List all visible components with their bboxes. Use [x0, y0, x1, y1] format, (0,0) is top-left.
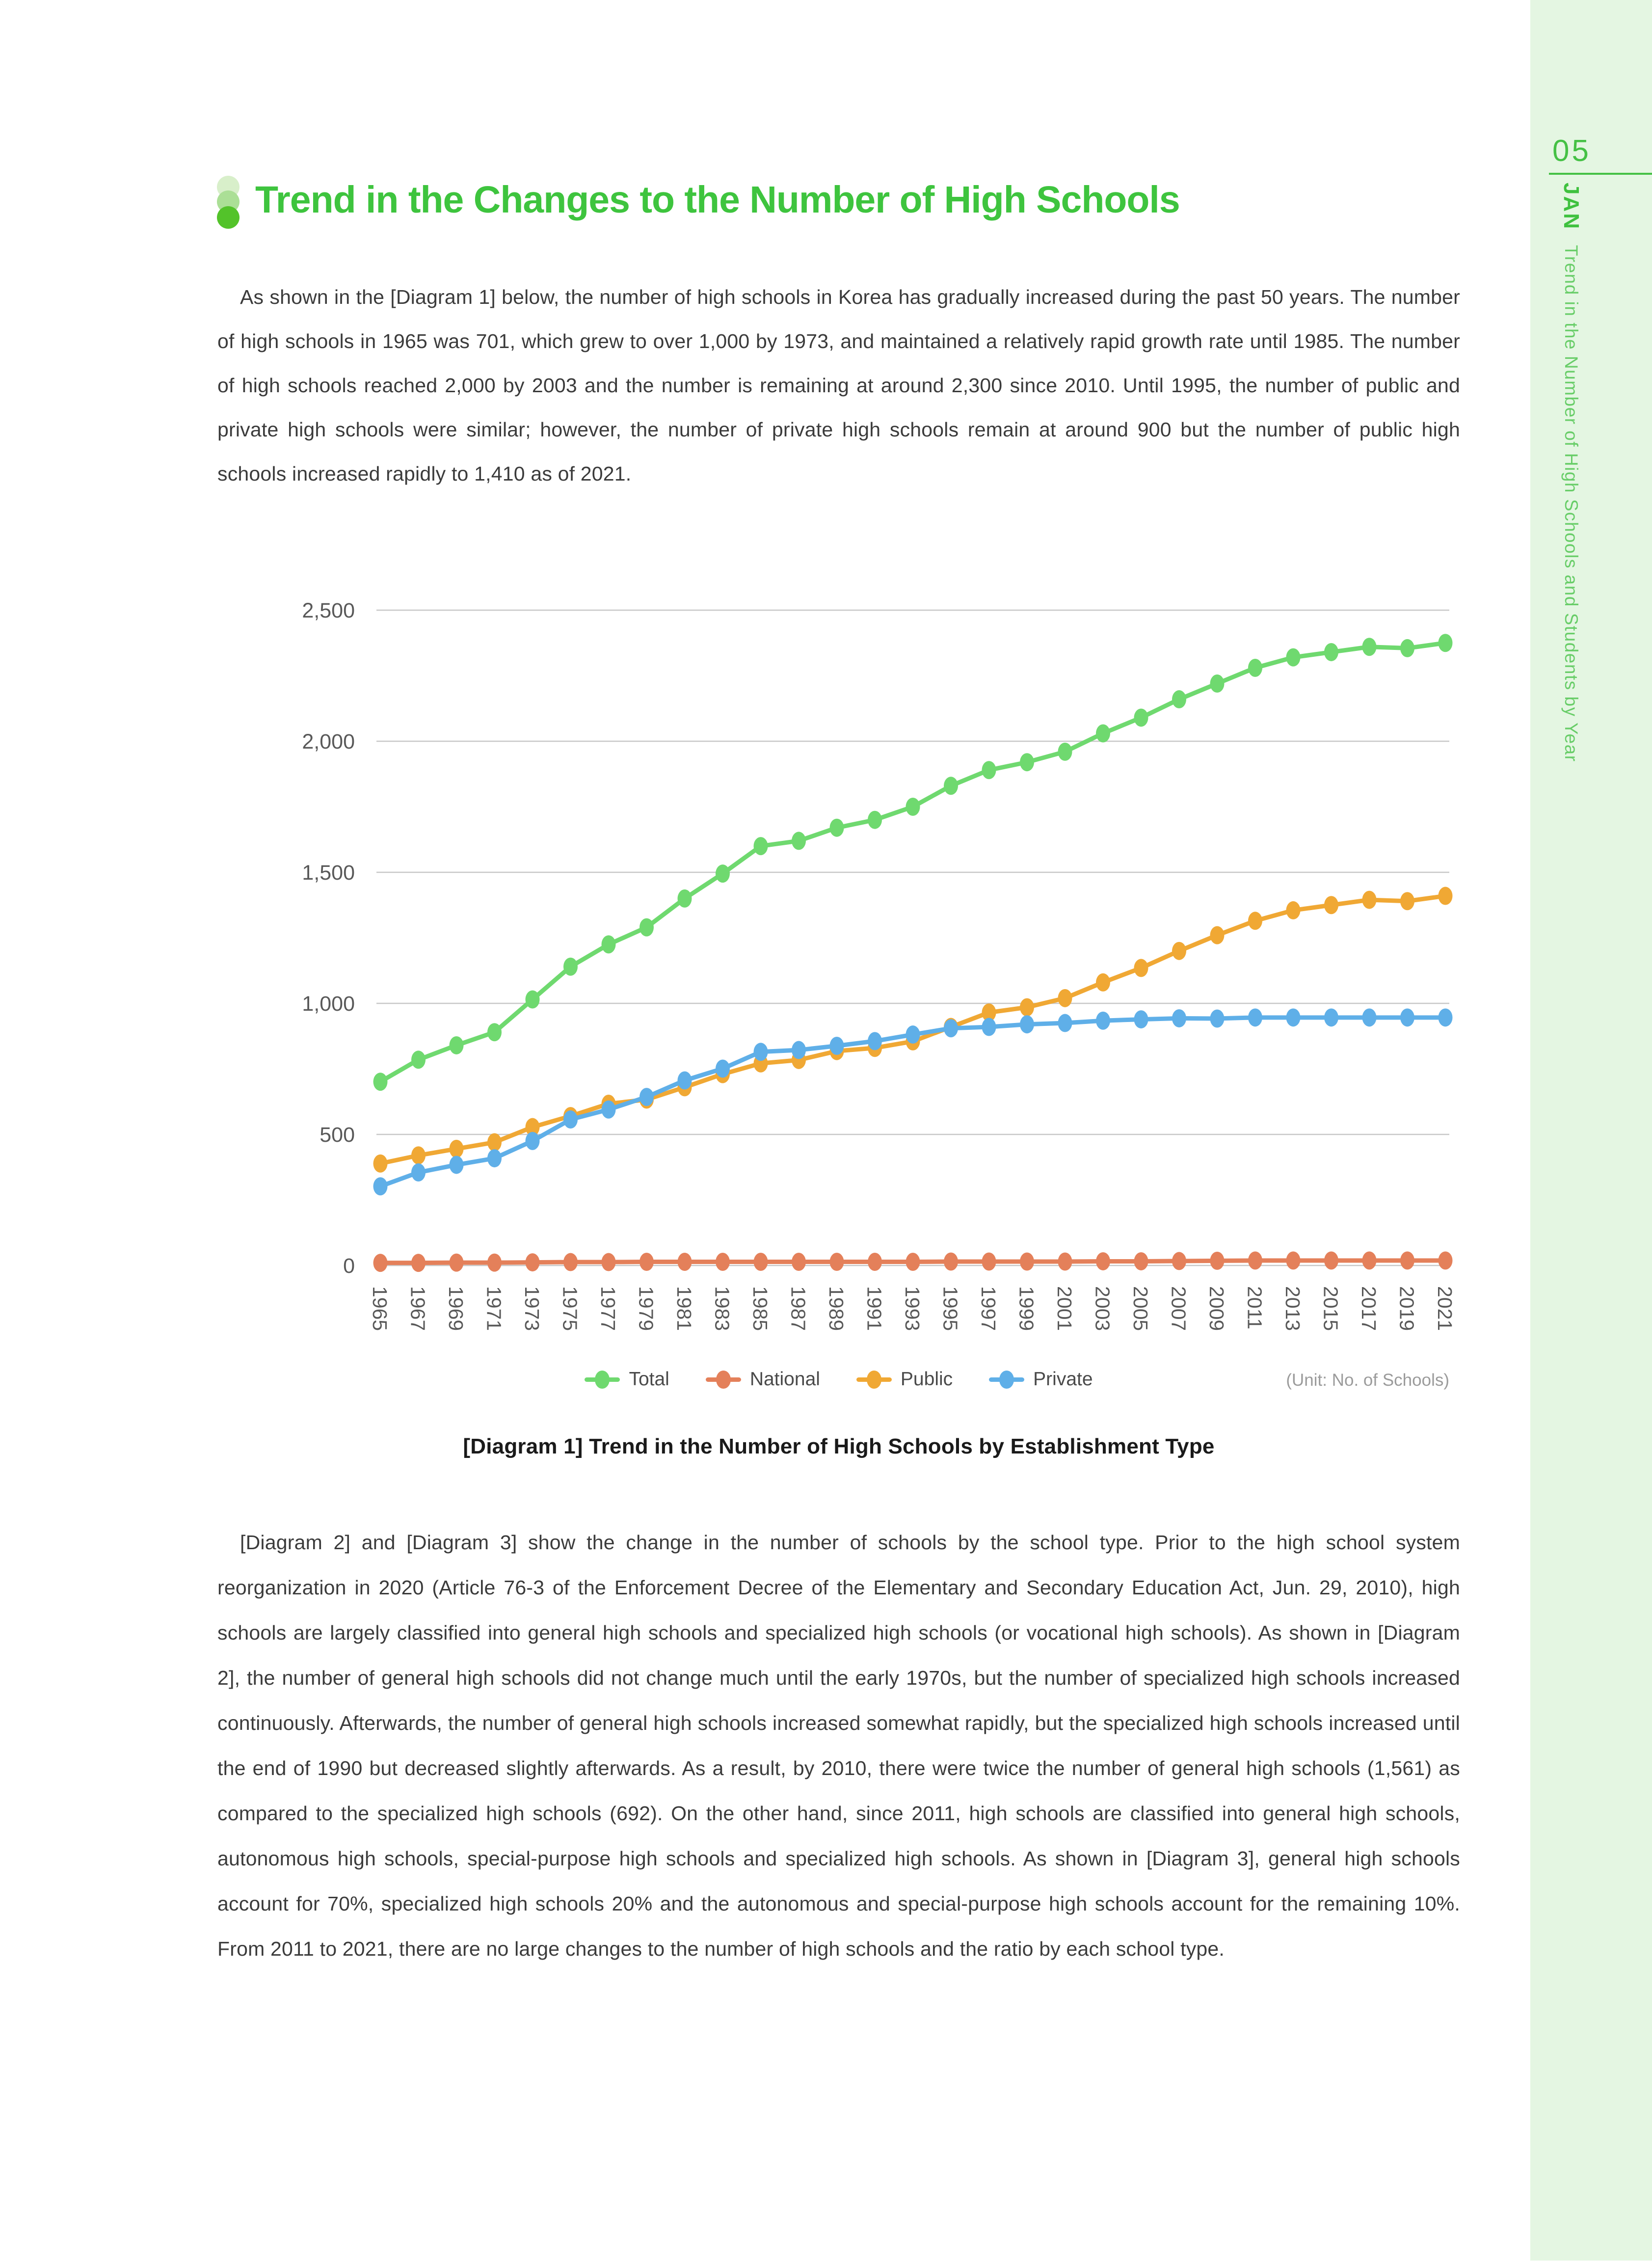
data-point-total — [1134, 708, 1148, 727]
x-axis-tick-label: 1995 — [939, 1286, 962, 1331]
data-point-national — [716, 1253, 730, 1271]
data-point-private — [1286, 1008, 1301, 1026]
x-axis-tick-label: 1969 — [445, 1286, 467, 1331]
data-point-total — [678, 889, 692, 908]
section-title: Trend in the Changes to the Number of High Schools — [255, 179, 1180, 221]
data-point-public — [1248, 912, 1262, 930]
x-axis-tick-label: 1997 — [977, 1286, 1000, 1331]
x-axis-tick-label: 2017 — [1358, 1286, 1380, 1331]
x-axis-tick-label: 2015 — [1319, 1286, 1342, 1331]
data-point-public — [1020, 998, 1034, 1017]
x-axis-tick-label: 1977 — [597, 1286, 619, 1331]
data-point-public — [487, 1133, 502, 1152]
sidebar-vertical-text — [1559, 183, 1583, 762]
data-point-total — [906, 798, 920, 816]
data-point-private — [868, 1032, 882, 1050]
data-point-national — [1362, 1251, 1377, 1269]
legend-label-public: Public — [900, 1369, 953, 1390]
x-axis-tick-label: 1991 — [863, 1286, 886, 1331]
data-point-public — [1439, 887, 1453, 905]
x-axis-tick-label: 2007 — [1167, 1286, 1190, 1331]
data-point-public — [1058, 989, 1072, 1007]
chart-area — [265, 584, 1463, 1365]
legend-items — [217, 1369, 1460, 1390]
data-point-total — [1362, 638, 1377, 656]
data-point-private — [792, 1041, 806, 1059]
y-axis-tick-label: 2,000 — [302, 730, 355, 754]
data-point-national — [1096, 1252, 1110, 1270]
line-chart — [265, 584, 1463, 1365]
data-point-total — [1210, 674, 1225, 693]
data-point-public — [1324, 896, 1338, 914]
national-line-marker-icon — [706, 1370, 741, 1389]
data-point-private — [1020, 1015, 1034, 1033]
data-point-private — [830, 1037, 844, 1055]
data-point-private — [716, 1059, 730, 1077]
data-point-national — [526, 1253, 540, 1271]
data-point-private — [982, 1018, 996, 1036]
data-point-national — [754, 1253, 768, 1271]
data-point-national — [1134, 1252, 1148, 1270]
y-axis-tick-label: 1,000 — [302, 992, 355, 1016]
data-point-private — [639, 1088, 654, 1106]
body-paragraph-2: [Diagram 2] and [Diagram 3] show the change in the number of schools by the school type. Prior to the high school system reorganization in 2020 (Article 76-3 of the Enforcement Decree of the Elementary and Secondary Education Act, Jun. 29, 2010), high schools are largely classified into general high schools and specialized high schools (or vocational high schools). As shown in [Diagram 2], the number of general high schools did not change much until the early 1970s, but the number of specialized high schools increased continuously. Afterwards, the number of general high schools increased somewhat rapidly, but the specialized high schools increased until the end of 1990 but decreased slightly afterwards. As a result, by 2010, there were twice the number of general high schools (1,561) as compared to the specialized high schools (692). On the other hand, since 2011, high schools are classified into general high schools, autonomous high schools, special-purpose high schools and specialized high schools. As shown in [Diagram 3], general high schools account for 70%, specialized high schools 20% and the autonomous and special-purpose high schools account for the remaining 10%. From 2011 to 2021, there are no large changes to the number of high schools and the ratio by each school type. — [217, 1531, 1460, 1960]
data-point-private — [944, 1019, 958, 1037]
x-axis-tick-label: 1983 — [711, 1286, 734, 1331]
data-point-public — [1286, 901, 1301, 919]
x-axis-tick-label: 1981 — [673, 1286, 695, 1331]
x-axis-tick-label: 1973 — [521, 1286, 543, 1331]
x-axis-tick-label: 1971 — [482, 1286, 506, 1331]
data-point-private — [373, 1177, 388, 1195]
data-point-total — [944, 777, 958, 795]
data-point-public — [1134, 959, 1148, 977]
data-point-total — [639, 918, 654, 937]
legend-item-total — [585, 1369, 669, 1390]
data-point-national — [1324, 1251, 1338, 1269]
data-point-total — [868, 811, 882, 829]
x-axis-tick-label: 1979 — [635, 1286, 658, 1331]
data-point-national — [411, 1254, 426, 1272]
data-point-total — [982, 761, 996, 779]
data-point-public — [1362, 891, 1377, 909]
data-point-total — [450, 1036, 464, 1054]
data-point-public — [1400, 892, 1414, 910]
unit-note: (Unit: No. of Schools) — [1286, 1371, 1449, 1390]
legend-item-national — [706, 1369, 820, 1390]
data-point-national — [1210, 1252, 1225, 1270]
section-title-row — [215, 173, 1491, 235]
data-point-national — [868, 1253, 882, 1271]
data-point-private — [1439, 1008, 1453, 1026]
chart-caption: [Diagram 1] Trend in the Number of High Schools by Establishment Type — [463, 1434, 1215, 1458]
legend-label-national: National — [749, 1369, 820, 1390]
data-point-national — [944, 1252, 958, 1270]
data-point-national — [450, 1254, 464, 1272]
data-point-private — [678, 1071, 692, 1089]
data-point-private — [754, 1043, 768, 1061]
data-point-national — [1439, 1251, 1453, 1269]
x-axis-tick-label: 2001 — [1053, 1286, 1076, 1331]
data-point-national — [1172, 1252, 1186, 1270]
data-point-total — [526, 990, 540, 1008]
data-point-total — [602, 935, 616, 953]
data-point-public — [1096, 973, 1110, 992]
data-point-private — [602, 1101, 616, 1119]
data-point-total — [1324, 643, 1338, 661]
data-point-national — [639, 1253, 654, 1271]
data-point-national — [563, 1253, 578, 1271]
data-point-public — [373, 1155, 388, 1173]
public-line-marker-icon — [856, 1370, 892, 1389]
data-point-total — [754, 837, 768, 855]
data-point-total — [411, 1050, 426, 1069]
legend-item-public — [856, 1369, 953, 1390]
data-point-private — [906, 1025, 920, 1044]
data-point-total — [1286, 648, 1301, 667]
data-point-public — [1172, 942, 1186, 960]
x-axis-tick-label: 2021 — [1434, 1286, 1456, 1331]
sidebar-band — [1530, 0, 1652, 2261]
x-axis-tick-label: 2013 — [1281, 1286, 1304, 1331]
legend-label-private: Private — [1033, 1369, 1093, 1390]
x-axis-tick-label: 1987 — [787, 1286, 810, 1331]
data-point-national — [1020, 1252, 1034, 1270]
data-point-national — [602, 1253, 616, 1271]
data-point-private — [1324, 1008, 1338, 1026]
page-number-rule — [1549, 173, 1652, 175]
page-number: 05 — [1552, 134, 1591, 168]
data-point-total — [792, 832, 806, 850]
data-point-total — [830, 819, 844, 837]
legend-item-private — [989, 1369, 1092, 1390]
data-point-total — [1172, 690, 1186, 708]
data-point-private — [1248, 1008, 1262, 1026]
y-axis-tick-label: 1,500 — [302, 861, 355, 885]
data-point-national — [982, 1252, 996, 1270]
x-axis-tick-label: 1985 — [749, 1286, 772, 1331]
section-bullet-icon — [215, 176, 244, 235]
x-axis-tick-label: 1965 — [369, 1286, 391, 1331]
data-point-total — [1058, 743, 1072, 761]
x-axis-tick-label: 2009 — [1205, 1286, 1228, 1331]
x-axis-tick-label: 1999 — [1015, 1286, 1038, 1331]
data-point-total — [1096, 724, 1110, 742]
x-axis-tick-label: 2011 — [1243, 1286, 1266, 1330]
data-point-national — [830, 1253, 844, 1271]
data-point-private — [1058, 1014, 1072, 1032]
sidebar-chapter-title: Trend in the Number of High Schools and Students by Year — [1561, 245, 1581, 762]
chart-legend — [217, 1369, 1460, 1403]
y-axis-tick-label: 500 — [320, 1123, 355, 1147]
data-point-total — [373, 1073, 388, 1091]
data-point-private — [1172, 1009, 1186, 1027]
data-point-total — [1400, 639, 1414, 657]
data-point-private — [1134, 1010, 1148, 1028]
data-point-private — [1210, 1009, 1225, 1027]
data-point-national — [373, 1254, 388, 1272]
data-point-public — [411, 1146, 426, 1164]
data-point-private — [563, 1110, 578, 1129]
y-axis-tick-label: 2,500 — [302, 599, 355, 622]
data-point-private — [487, 1149, 502, 1167]
x-axis-tick-label: 1989 — [825, 1286, 848, 1331]
data-point-national — [1248, 1251, 1262, 1269]
data-point-private — [1096, 1012, 1110, 1030]
x-axis-tick-label: 2005 — [1129, 1286, 1152, 1331]
data-point-total — [716, 864, 730, 883]
data-point-total — [563, 958, 578, 976]
data-point-private — [450, 1156, 464, 1174]
data-point-public — [1210, 926, 1225, 944]
data-point-total — [1248, 659, 1262, 677]
x-axis-tick-label: 1967 — [406, 1286, 429, 1331]
data-point-national — [906, 1253, 920, 1271]
legend-label-total: Total — [629, 1369, 669, 1390]
y-axis-tick-label: 0 — [343, 1254, 355, 1278]
data-point-national — [1400, 1251, 1414, 1269]
data-point-public — [450, 1140, 464, 1158]
x-axis-tick-label: 2003 — [1091, 1286, 1114, 1331]
data-point-total — [1439, 634, 1453, 652]
private-line-marker-icon — [989, 1370, 1024, 1389]
x-axis-tick-label: 1993 — [901, 1286, 924, 1331]
data-point-national — [1286, 1251, 1301, 1269]
data-point-private — [411, 1163, 426, 1182]
data-point-private — [526, 1132, 540, 1150]
sidebar-month-label: JAN — [1559, 183, 1583, 231]
data-point-private — [1362, 1008, 1377, 1026]
data-point-total — [487, 1023, 502, 1041]
body-paragraph-1: As shown in the [Diagram 1] below, the number of high schools in Korea has gradually increased during the past 50 years. The number of high schools in 1965 was 701, which grew to over 1,000 by 1973, and maintained a relatively rapid growth rate until 1985. The number of high schools reached 2,000 by 2003 and the number is remaining at around 2,300 since 2010. Until 1995, the number of public and private high schools were similar; however, the number of private high schools remain at around 900 but the number of public high schools increased rapidly to 1,410 as of 2021. — [217, 286, 1460, 485]
x-axis-tick-label: 1975 — [559, 1286, 582, 1331]
data-point-national — [1058, 1252, 1072, 1270]
x-axis-tick-label: 2019 — [1395, 1286, 1418, 1331]
data-point-national — [678, 1253, 692, 1271]
total-line-marker-icon — [585, 1370, 620, 1389]
data-point-national — [792, 1253, 806, 1271]
data-point-total — [1020, 753, 1034, 771]
data-point-national — [487, 1254, 502, 1272]
data-point-private — [1400, 1008, 1414, 1026]
